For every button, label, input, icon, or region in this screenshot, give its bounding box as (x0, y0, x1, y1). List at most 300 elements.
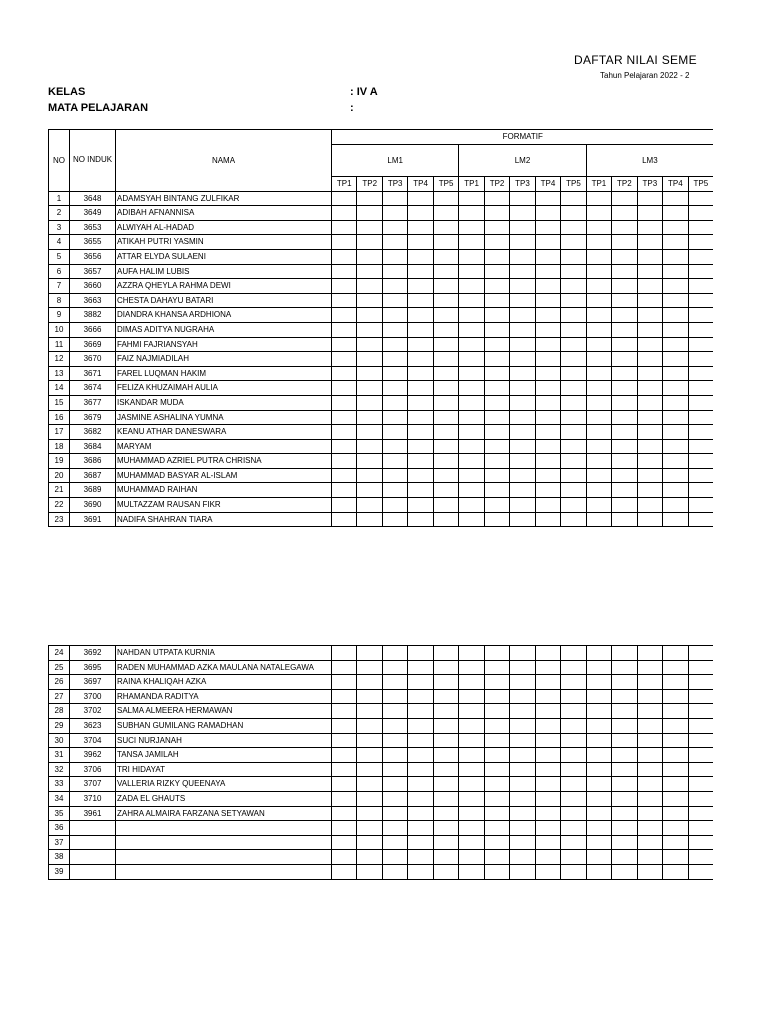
row-nama: NAHDAN UTPATA KURNIA (116, 646, 332, 661)
score-cell (637, 410, 662, 425)
score-cell (357, 439, 382, 454)
score-cell (586, 660, 611, 675)
row-nama: JASMINE ASHALINA YUMNA (116, 410, 332, 425)
header-tp: TP3 (510, 177, 535, 192)
score-cell (408, 835, 433, 850)
score-cell (382, 675, 407, 690)
score-cell (663, 646, 688, 661)
score-cell (561, 206, 586, 221)
score-cell (408, 366, 433, 381)
row-number: 22 (49, 498, 70, 513)
table-row (49, 206, 714, 221)
row-nama: RAINA KHALIQAH AZKA (116, 675, 332, 690)
score-cell (637, 381, 662, 396)
row-no-induk: 3700 (70, 689, 116, 704)
score-cell (484, 454, 509, 469)
row-number: 5 (49, 249, 70, 264)
score-cell (688, 483, 713, 498)
score-cell (484, 191, 509, 206)
score-cell (637, 646, 662, 661)
score-cell (535, 249, 560, 264)
row-no-induk: 3657 (70, 264, 116, 279)
score-cell (332, 293, 357, 308)
score-cell (484, 704, 509, 719)
score-cell (612, 821, 637, 836)
score-cell (612, 675, 637, 690)
score-cell (510, 279, 535, 294)
score-cell (332, 249, 357, 264)
mapel-label: MATA PELAJARAN (48, 102, 149, 114)
score-cell (459, 395, 484, 410)
score-cell (510, 675, 535, 690)
score-cell (612, 512, 637, 527)
score-cell (357, 689, 382, 704)
score-cell (484, 821, 509, 836)
score-cell (586, 762, 611, 777)
score-cell (535, 322, 560, 337)
score-cell (663, 675, 688, 690)
score-cell (357, 512, 382, 527)
score-cell (484, 337, 509, 352)
score-cell (357, 249, 382, 264)
score-cell (459, 468, 484, 483)
score-cell (357, 821, 382, 836)
table-row (49, 821, 714, 836)
score-cell (332, 395, 357, 410)
score-cell (459, 454, 484, 469)
score-cell (663, 689, 688, 704)
row-nama: SALMA ALMEERA HERMAWAN (116, 704, 332, 719)
score-cell (688, 220, 713, 235)
score-cell (688, 366, 713, 381)
score-cell (433, 762, 458, 777)
score-cell (535, 718, 560, 733)
score-cell (408, 439, 433, 454)
score-cell (637, 806, 662, 821)
row-number: 1 (49, 191, 70, 206)
score-cell (561, 293, 586, 308)
row-nama: SUCI NURJANAH (116, 733, 332, 748)
table-row (49, 791, 714, 806)
score-cell (484, 777, 509, 792)
score-cell (688, 806, 713, 821)
row-nama: MUHAMMAD RAIHAN (116, 483, 332, 498)
score-cell (408, 395, 433, 410)
score-cell (612, 660, 637, 675)
score-cell (382, 366, 407, 381)
score-cell (637, 675, 662, 690)
score-cell (561, 235, 586, 250)
score-cell (357, 235, 382, 250)
table-row (49, 293, 714, 308)
score-cell (663, 220, 688, 235)
score-cell (535, 264, 560, 279)
score-cell (637, 689, 662, 704)
row-nama: MULTAZZAM RAUSAN FIKR (116, 498, 332, 513)
row-number: 32 (49, 762, 70, 777)
score-cell (535, 337, 560, 352)
score-cell (612, 308, 637, 323)
score-cell (663, 733, 688, 748)
score-cell (663, 835, 688, 850)
score-cell (484, 791, 509, 806)
header-tp: TP2 (484, 177, 509, 192)
score-cell (688, 454, 713, 469)
score-cell (535, 791, 560, 806)
row-nama: MUHAMMAD BASYAR AL-ISLAM (116, 468, 332, 483)
score-cell (357, 410, 382, 425)
score-cell (433, 352, 458, 367)
row-no-induk: 3660 (70, 279, 116, 294)
table-row (49, 220, 714, 235)
row-no-induk: 3653 (70, 220, 116, 235)
score-cell (382, 308, 407, 323)
header-tp: TP1 (332, 177, 357, 192)
row-nama: TRI HIDAYAT (116, 762, 332, 777)
score-cell (637, 791, 662, 806)
score-cell (433, 806, 458, 821)
score-cell (663, 439, 688, 454)
header-tp: TP1 (586, 177, 611, 192)
score-cell (510, 220, 535, 235)
score-cell (688, 279, 713, 294)
score-cell (612, 689, 637, 704)
score-cell (612, 646, 637, 661)
score-cell (688, 646, 713, 661)
score-cell (561, 498, 586, 513)
row-no-induk: 3687 (70, 468, 116, 483)
score-cell (535, 675, 560, 690)
score-cell (433, 206, 458, 221)
grade-table-page2 (48, 645, 714, 880)
score-cell (382, 646, 407, 661)
score-cell (382, 352, 407, 367)
row-nama: FAIZ NAJMIADILAH (116, 352, 332, 367)
score-cell (637, 352, 662, 367)
score-cell (561, 249, 586, 264)
score-cell (535, 395, 560, 410)
score-cell (332, 454, 357, 469)
score-cell (332, 835, 357, 850)
row-nama: FELIZA KHUZAIMAH AULIA (116, 381, 332, 396)
score-cell (459, 835, 484, 850)
score-cell (510, 191, 535, 206)
score-cell (382, 395, 407, 410)
score-cell (459, 675, 484, 690)
score-cell (332, 425, 357, 440)
table-row (49, 512, 714, 527)
row-nama: RHAMANDA RADITYA (116, 689, 332, 704)
score-cell (688, 425, 713, 440)
score-cell (408, 718, 433, 733)
score-cell (510, 425, 535, 440)
grade-table-page1 (48, 129, 714, 527)
row-nama: FAHMI FAJRIANSYAH (116, 337, 332, 352)
score-cell (357, 660, 382, 675)
score-cell (586, 806, 611, 821)
score-cell (510, 206, 535, 221)
score-cell (663, 337, 688, 352)
score-cell (382, 777, 407, 792)
row-nama: RADEN MUHAMMAD AZKA MAULANA NATALEGAWA (116, 660, 332, 675)
score-cell (332, 748, 357, 763)
score-cell (663, 777, 688, 792)
row-no-induk: 3961 (70, 806, 116, 821)
table-row (49, 864, 714, 879)
score-cell (510, 322, 535, 337)
row-nama: VALLERIA RIZKY QUEENAYA (116, 777, 332, 792)
score-cell (510, 791, 535, 806)
score-cell (637, 235, 662, 250)
score-cell (433, 483, 458, 498)
score-cell (612, 279, 637, 294)
score-cell (561, 821, 586, 836)
score-cell (663, 425, 688, 440)
score-cell (408, 308, 433, 323)
score-cell (637, 468, 662, 483)
score-cell (433, 498, 458, 513)
score-cell (663, 249, 688, 264)
row-number: 35 (49, 806, 70, 821)
row-number: 25 (49, 660, 70, 675)
score-cell (586, 791, 611, 806)
row-no-induk: 3663 (70, 293, 116, 308)
score-cell (637, 733, 662, 748)
score-cell (332, 850, 357, 865)
score-cell (663, 206, 688, 221)
score-cell (459, 777, 484, 792)
row-number: 37 (49, 835, 70, 850)
score-cell (433, 864, 458, 879)
row-no-induk: 3671 (70, 366, 116, 381)
score-cell (332, 821, 357, 836)
score-cell (408, 777, 433, 792)
score-cell (510, 512, 535, 527)
score-cell (510, 498, 535, 513)
score-cell (561, 704, 586, 719)
score-cell (561, 733, 586, 748)
score-cell (663, 454, 688, 469)
header-nama: NAMA (116, 130, 332, 192)
row-number: 7 (49, 279, 70, 294)
score-cell (688, 468, 713, 483)
score-cell (637, 512, 662, 527)
table-row (49, 660, 714, 675)
score-cell (484, 660, 509, 675)
score-cell (663, 279, 688, 294)
score-cell (586, 704, 611, 719)
score-cell (459, 235, 484, 250)
score-cell (586, 483, 611, 498)
score-cell (484, 293, 509, 308)
score-cell (433, 821, 458, 836)
score-cell (688, 733, 713, 748)
row-no-induk: 3704 (70, 733, 116, 748)
score-cell (484, 352, 509, 367)
score-cell (433, 733, 458, 748)
score-cell (612, 454, 637, 469)
score-cell (586, 410, 611, 425)
score-cell (586, 835, 611, 850)
score-cell (663, 483, 688, 498)
score-cell (688, 206, 713, 221)
score-cell (408, 249, 433, 264)
score-cell (459, 689, 484, 704)
score-cell (332, 279, 357, 294)
score-cell (433, 191, 458, 206)
row-no-induk: 3679 (70, 410, 116, 425)
score-cell (357, 806, 382, 821)
score-cell (586, 646, 611, 661)
score-cell (484, 235, 509, 250)
row-no-induk: 3655 (70, 235, 116, 250)
page-edge (713, 0, 768, 1024)
score-cell (663, 191, 688, 206)
score-cell (484, 381, 509, 396)
score-cell (561, 220, 586, 235)
score-cell (332, 689, 357, 704)
score-cell (688, 762, 713, 777)
score-cell (408, 791, 433, 806)
score-cell (382, 660, 407, 675)
score-cell (357, 864, 382, 879)
score-cell (459, 821, 484, 836)
score-cell (357, 264, 382, 279)
score-cell (433, 468, 458, 483)
row-nama: MARYAM (116, 439, 332, 454)
row-number: 31 (49, 748, 70, 763)
score-cell (663, 308, 688, 323)
kelas-value: : IV A (350, 86, 378, 98)
row-no-induk: 3691 (70, 512, 116, 527)
table-row (49, 322, 714, 337)
row-nama: AZZRA QHEYLA RAHMA DEWI (116, 279, 332, 294)
score-cell (408, 425, 433, 440)
row-no-induk: 3649 (70, 206, 116, 221)
score-cell (612, 191, 637, 206)
score-cell (408, 235, 433, 250)
score-cell (688, 748, 713, 763)
score-cell (332, 220, 357, 235)
score-cell (484, 410, 509, 425)
score-cell (510, 646, 535, 661)
score-cell (484, 439, 509, 454)
score-cell (459, 791, 484, 806)
score-cell (484, 249, 509, 264)
score-cell (561, 454, 586, 469)
score-cell (433, 777, 458, 792)
table-row (49, 249, 714, 264)
score-cell (382, 454, 407, 469)
row-number: 10 (49, 322, 70, 337)
score-cell (408, 821, 433, 836)
score-cell (688, 264, 713, 279)
score-cell (332, 791, 357, 806)
score-cell (688, 718, 713, 733)
score-cell (382, 264, 407, 279)
score-cell (561, 718, 586, 733)
score-cell (561, 512, 586, 527)
score-cell (332, 322, 357, 337)
row-no-induk (70, 850, 116, 865)
table-row (49, 279, 714, 294)
score-cell (484, 762, 509, 777)
score-cell (612, 718, 637, 733)
score-cell (535, 498, 560, 513)
header-tp: TP3 (382, 177, 407, 192)
score-cell (561, 689, 586, 704)
score-cell (535, 308, 560, 323)
score-cell (357, 777, 382, 792)
row-nama: DIANDRA KHANSA ARDHIONA (116, 308, 332, 323)
score-cell (332, 381, 357, 396)
score-cell (484, 512, 509, 527)
score-cell (561, 308, 586, 323)
row-number: 38 (49, 850, 70, 865)
score-cell (408, 468, 433, 483)
row-number: 6 (49, 264, 70, 279)
score-cell (535, 279, 560, 294)
score-cell (382, 835, 407, 850)
score-cell (612, 835, 637, 850)
score-cell (332, 308, 357, 323)
row-no-induk: 3690 (70, 498, 116, 513)
score-cell (357, 468, 382, 483)
score-cell (535, 468, 560, 483)
score-cell (535, 206, 560, 221)
score-cell (382, 748, 407, 763)
score-cell (535, 704, 560, 719)
score-cell (408, 733, 433, 748)
score-cell (484, 733, 509, 748)
score-cell (612, 704, 637, 719)
row-nama: MUHAMMAD AZRIEL PUTRA CHRISNA (116, 454, 332, 469)
score-cell (332, 206, 357, 221)
score-cell (382, 821, 407, 836)
score-cell (382, 791, 407, 806)
score-cell (382, 381, 407, 396)
table-row (49, 806, 714, 821)
score-cell (433, 454, 458, 469)
score-cell (688, 322, 713, 337)
score-cell (663, 718, 688, 733)
score-cell (357, 308, 382, 323)
score-cell (535, 762, 560, 777)
header-tp: TP2 (357, 177, 382, 192)
table-row (49, 454, 714, 469)
score-cell (357, 322, 382, 337)
score-cell (382, 191, 407, 206)
score-cell (688, 439, 713, 454)
score-cell (459, 279, 484, 294)
header-tp: TP3 (637, 177, 662, 192)
score-cell (459, 512, 484, 527)
row-number: 4 (49, 235, 70, 250)
row-no-induk: 3677 (70, 395, 116, 410)
score-cell (382, 439, 407, 454)
score-cell (637, 483, 662, 498)
score-cell (332, 675, 357, 690)
score-cell (561, 439, 586, 454)
score-cell (561, 468, 586, 483)
score-cell (357, 381, 382, 396)
score-cell (586, 352, 611, 367)
score-cell (332, 352, 357, 367)
score-cell (561, 762, 586, 777)
score-cell (688, 777, 713, 792)
score-cell (408, 410, 433, 425)
row-number: 2 (49, 206, 70, 221)
